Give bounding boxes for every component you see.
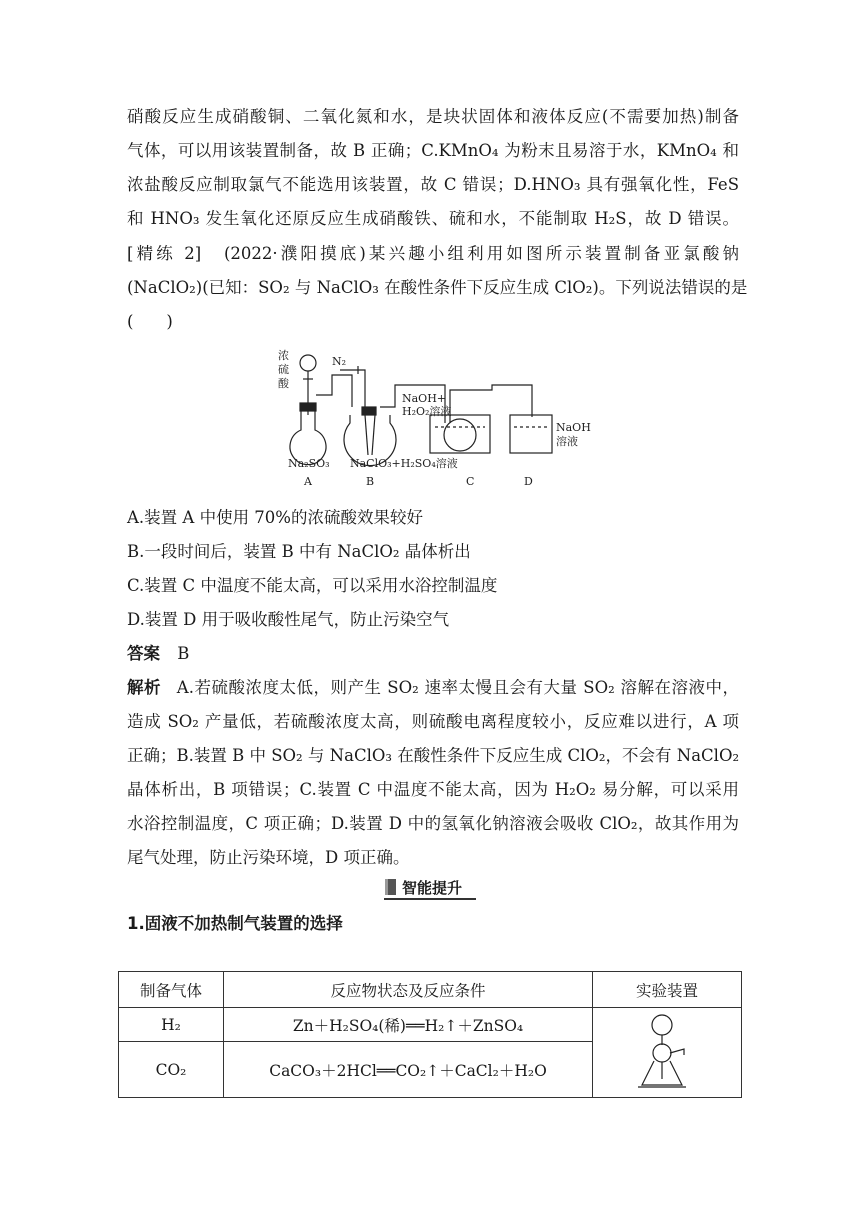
label-naoh-h2o2-1: NaOH+ [402,392,447,405]
analysis-line-6: 尾气处理，防止污染环境，D 项正确。 [127,848,410,867]
analysis-line-2: 造成 SO₂ 产量低，若硫酸浓度太高，则硫酸电离程度较小，反应难以进行，A 项 [127,712,739,731]
label-acid-2: 硫 [278,363,289,376]
gas-table [118,971,742,1098]
analysis-text-1: A.若硫酸浓度太低，则产生 SO₂ 速率太慢且会有大量 SO₂ 溶解在溶液中， [176,678,740,697]
label-naoh-2: 溶液 [556,435,578,448]
funnel-bulb [300,355,316,371]
option-a: A.装置 A 中使用 70%的浓硫酸效果较好 [127,508,423,527]
answer-value: B [177,644,190,663]
label-na2so3: Na₂SO₃ [288,457,330,470]
analysis-label: 解析 [127,678,162,697]
label-naoh-h2o2-2: H₂O₂溶液 [402,405,452,418]
table-header-row [119,972,742,1008]
label-acid-3: 酸 [278,377,289,390]
table-cell-gas: CO₂ [119,1042,224,1098]
flask-c [444,419,476,451]
table-header: 制备气体 [119,972,224,1008]
label-n2: N₂ [332,355,347,368]
analysis-line-5: 水浴控制温度，C 项正确；D.装置 D 中的氢氧化钠溶液会吸收 ClO₂，故其作用为 [127,814,739,833]
text-line-1: 硝酸反应生成硝酸铜、二氧化氮和水，是块状固体和液体反应(不需要加热)制备 [127,107,739,126]
subsection-title-text: 1.固液不加热制气装置的选择 [127,914,343,933]
label-naoh-1: NaOH [556,421,591,434]
text-line-4: 和 HNO₃ 发生氧化还原反应生成硝酸铁、硫和水，不能制取 H₂S，故 D 错误。 [127,209,739,228]
table-cell-gas: H₂ [119,1008,224,1042]
table-header: 实验装置 [593,972,742,1008]
option-c: C.装置 C 中温度不能太高，可以采用水浴控制温度 [127,576,498,595]
table-row [119,1008,742,1042]
label-c: C [466,475,475,488]
section-banner [384,876,476,900]
label-d: D [524,475,533,488]
exercise-stem: (NaClO₂)(已知：SO₂ 与 NaClO₃ 在酸性条件下反应生成 ClO₂)。下列说法错误的是 [127,278,748,297]
exercise-heading: [精练 2] (2022·濮阳摸底)某兴趣小组利用如图所示装置制备亚氯酸钠 [127,244,739,263]
table-cell-apparatus [593,1008,742,1098]
table-header: 反应物状态及反应条件 [224,972,593,1008]
label-b-reagent: NaClO₃+H₂SO₄溶液 [350,457,458,470]
analysis-line-3: 正确；B.装置 B 中 SO₂ 与 NaClO₃ 在酸性条件下反应生成 ClO₂，不会有 NaClO₂ [127,746,740,765]
option-b: B.一段时间后，装置 B 中有 NaClO₂ 晶体析出 [127,542,471,561]
label-a: A [304,475,312,488]
analysis-line-4: 晶体析出，B 项错误；C.装置 C 中温度不能太高，因为 H₂O₂ 易分解，可以采用 [127,780,739,799]
answer-blank: ( ) [127,312,173,331]
analysis-line-1 [127,677,739,699]
text-line-2: 气体，可以用该装置制备，故 B 正确；C.KMnO₄ 为粉末且易溶于水，KMnO₄ 和 [127,141,739,160]
table-cell-reaction: CaCO₃＋2HCl══CO₂↑＋CaCl₂＋H₂O [224,1042,593,1098]
beaker-d [510,415,552,453]
table-cell-reaction: Zn＋H₂SO₄(稀)══H₂↑＋ZnSO₄ [224,1008,593,1042]
section-banner-text: 智能提升 [402,878,463,897]
apparatus-figure [270,345,600,495]
answer-label: 答案 [127,644,160,663]
label-acid-1: 浓 [278,349,289,362]
apparatus-icon [632,1009,702,1093]
subsection-title [127,913,739,935]
answer-line [127,643,739,665]
label-b: B [366,475,375,488]
text-line-3: 浓盐酸反应制取氯气不能选用该装置，故 C 错误；D.HNO₃ 具有强氧化性，FeS [127,175,739,194]
option-d: D.装置 D 用于吸收酸性尾气，防止污染空气 [127,610,450,629]
banner-bar-icon [388,879,396,895]
